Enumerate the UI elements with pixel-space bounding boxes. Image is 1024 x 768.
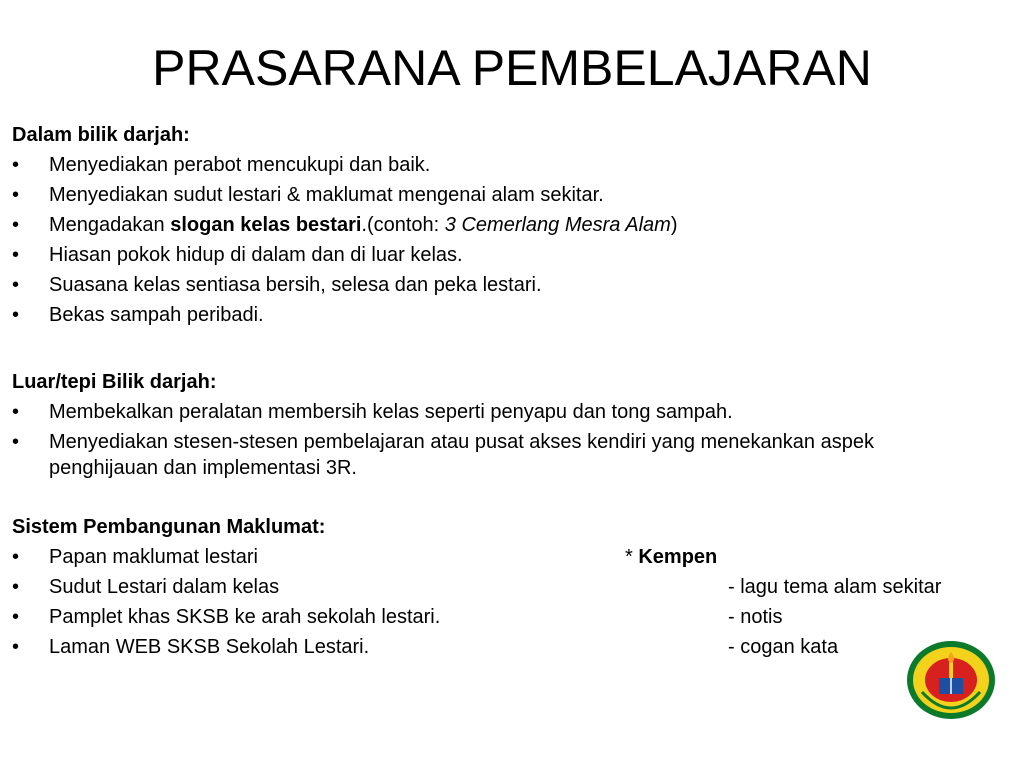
kempen-item: - lagu tema alam sekitar xyxy=(728,576,942,598)
list-item-text: Menyediakan sudut lestari & maklumat mengenai alam sekitar. xyxy=(49,184,604,206)
list-item xyxy=(12,572,1012,602)
list-item xyxy=(12,270,1012,300)
bullet: • xyxy=(12,304,20,326)
list-item xyxy=(12,399,1012,425)
list-item-text: Menyediakan stesen-stesen pembelajaran atau pusat akses kendiri yang menekankan aspek penghijauan dan implementasi 3R. xyxy=(49,431,874,479)
list-item-text: Laman WEB SKSB Sekolah Lestari. xyxy=(49,636,370,658)
bullet: • xyxy=(12,274,20,296)
bullet: • xyxy=(12,244,20,266)
bullet: • xyxy=(12,184,20,206)
text-middle: .(contoh: xyxy=(361,214,445,236)
section-luar-bilik-darjah xyxy=(12,367,1012,481)
bullet: • xyxy=(12,214,20,236)
text-suffix: ) xyxy=(670,214,678,236)
list-item-text: Hiasan pokok hidup di dalam dan di luar kelas. xyxy=(49,244,463,266)
bullet: • xyxy=(12,431,20,453)
bullet: • xyxy=(12,636,20,658)
list-item xyxy=(12,429,912,481)
list-item xyxy=(12,602,1012,632)
list-item-text: Papan maklumat lestari xyxy=(49,546,258,568)
kempen-item: - cogan kata xyxy=(728,636,839,658)
list-item xyxy=(12,542,1012,572)
list-item xyxy=(12,300,1012,330)
section-dalam-bilik-darjah xyxy=(12,120,1012,330)
section-heading: Sistem Pembangunan Maklumat: xyxy=(12,516,326,538)
slide-title: PRASARANA PEMBELAJARAN xyxy=(152,40,872,96)
text-prefix: Mengadakan xyxy=(49,214,171,236)
kempen-heading xyxy=(625,542,717,572)
list-item-text xyxy=(49,210,1012,240)
list-item-text: Membekalkan peralatan membersih kelas seperti penyapu dan tong sampah. xyxy=(49,401,733,423)
list-item-text: Menyediakan perabot mencukupi dan baik. xyxy=(49,154,431,176)
kempen-label: Kempen xyxy=(638,546,718,568)
bullet: • xyxy=(12,401,20,423)
section-sistem-pembangunan-maklumat xyxy=(12,512,1012,662)
section-heading: Dalam bilik darjah: xyxy=(12,124,190,146)
bullet: • xyxy=(12,546,20,568)
list-item xyxy=(12,210,1012,240)
list-item xyxy=(12,240,1012,270)
bullet: • xyxy=(12,154,20,176)
list-item xyxy=(12,150,1012,180)
list-item-text: Bekas sampah peribadi. xyxy=(49,304,264,326)
slogan-bold-text: slogan kelas bestari xyxy=(170,214,362,236)
section-heading: Luar/tepi Bilik darjah: xyxy=(12,371,217,393)
crest-torch-icon xyxy=(949,662,953,678)
list-item xyxy=(12,632,1012,662)
bullet: • xyxy=(12,606,20,628)
school-crest-logo xyxy=(906,640,996,720)
list-item xyxy=(12,180,1012,210)
kempen-star: * xyxy=(625,546,639,568)
list-item-text: Pamplet khas SKSB ke arah sekolah lestari. xyxy=(49,606,441,628)
slogan-example-italic: 3 Cemerlang Mesra Alam xyxy=(444,214,671,236)
bullet: • xyxy=(12,576,20,598)
kempen-item: - notis xyxy=(728,606,783,628)
list-item-text: Sudut Lestari dalam kelas xyxy=(49,576,280,598)
list-item-text: Suasana kelas sentiasa bersih, selesa dan peka lestari. xyxy=(49,274,542,296)
